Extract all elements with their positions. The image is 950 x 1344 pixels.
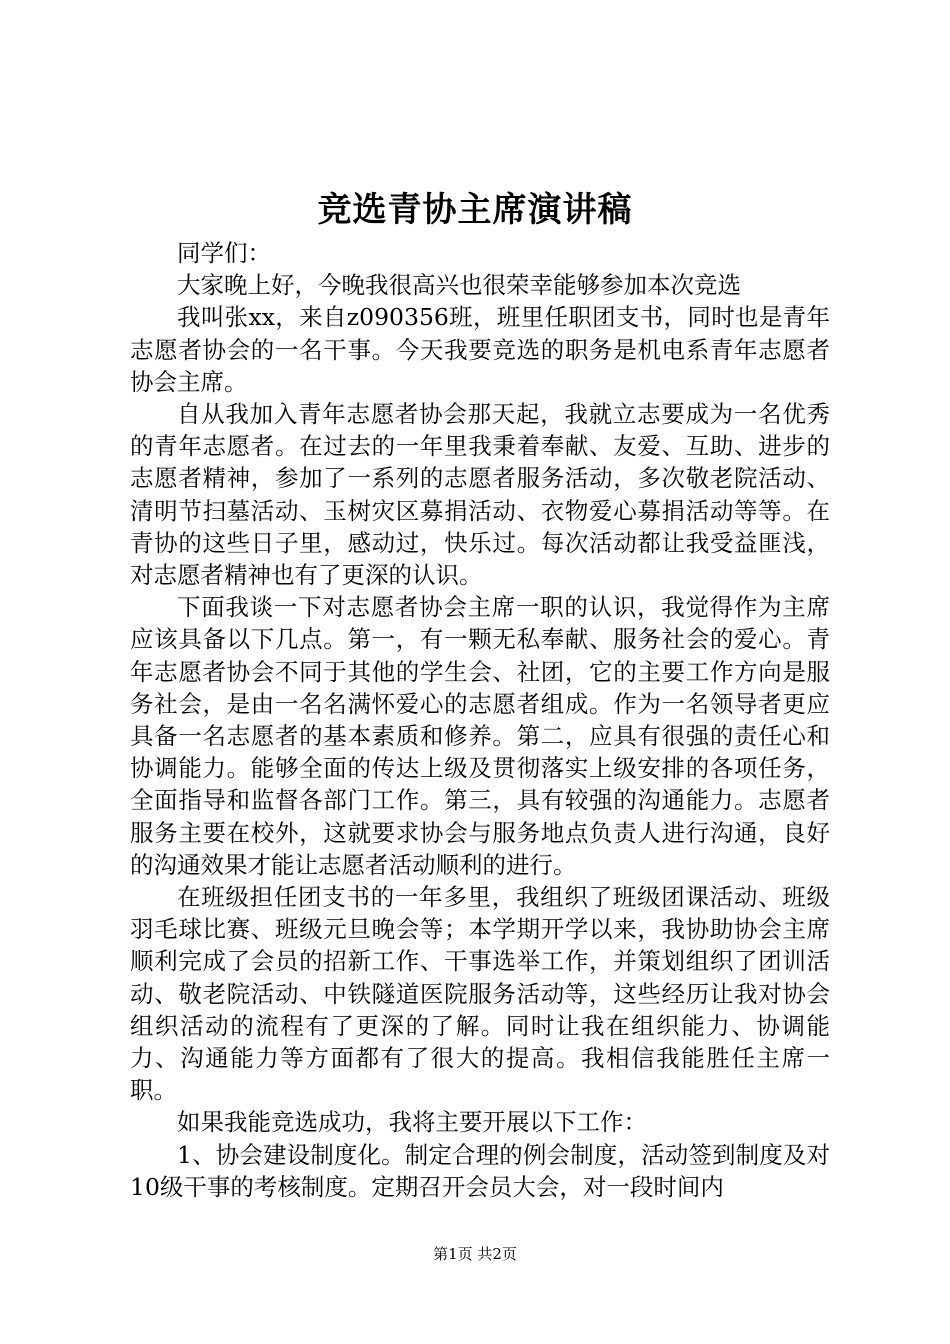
document-body [130,237,830,1203]
paragraph-achievements: 在班级担任团支书的一年多里，我组织了班级团课活动、班级羽毛球比赛、班级元旦晚会等；本学期开学以来，我协助协会主席顺利完成了会员的招新工作、干事选举工作，并策划组织了团训活动、敬老院活动、中铁隧道医院服务活动等，这些经历让我对协会组织活动的流程有了更深的了解。同时让我在组织能力、协调能力、沟通能力等方面都有了很大的提高。我相信我能胜任主席一职。 [130,883,830,1105]
paragraph-salutation: 同学们： [177,239,271,267]
paragraph-greeting: 大家晚上好，今晚我很高兴也很荣幸能够参加本次竞选 [177,271,741,300]
paragraph-plan-intro: 如果我能竞选成功，我将主要开展以下工作： [177,1108,647,1137]
document-title: 竞选青协主席演讲稿 [317,190,633,230]
paragraph-role-understanding: 下面我谈一下对志愿者协会主席一职的认识，我觉得作为主席应该具备以下几点。第一，有一颗无私奉献、服务社会的爱心。青年志愿者协会不同于其他的学生会、社团，它的主要工作方向是服务社会，是由一名名满怀爱心的志愿者组成。作为一名领导者更应具备一名志愿者的基本素质和修养。第二，应具有很强的责任心和协调能力。能够全面的传达上级及贯彻落实上级安排的各项任务，全面指导和监督各部门工作。第三，具有较强的沟通能力。志愿者服务主要在校外，这就要求协会与服务地点负责人进行沟通，良好的沟通效果才能让志愿者活动顺利的进行。 [130,593,830,879]
paragraph-experience: 自从我加入青年志愿者协会那天起，我就立志要成为一名优秀的青年志愿者。在过去的一年里我秉着奉献、友爱、互助、进步的志愿者精神，参加了一系列的志愿者服务活动，多次敬老院活动、清明节扫墓活动、玉树灾区募捐活动、衣物爱心募捐活动等等。在青协的这些日子里，感动过，快乐过。每次活动都让我受益匪浅，对志愿者精神也有了更深的认识。 [130,400,830,590]
paragraph-plan-item-1: 1、协会建设制度化。制定合理的例会制度，活动签到制度及对10级干事的考核制度。定期召开会员大会，对一段时间内 [130,1140,830,1201]
paragraph-introduction: 我叫张xx，来自z090356班，班里任职团支书，同时也是青年志愿者协会的一名干事。今天我要竞选的职务是机电系青年志愿者协会主席。 [130,303,830,396]
page-number-footer: 第1页 共2页 [433,1245,517,1263]
